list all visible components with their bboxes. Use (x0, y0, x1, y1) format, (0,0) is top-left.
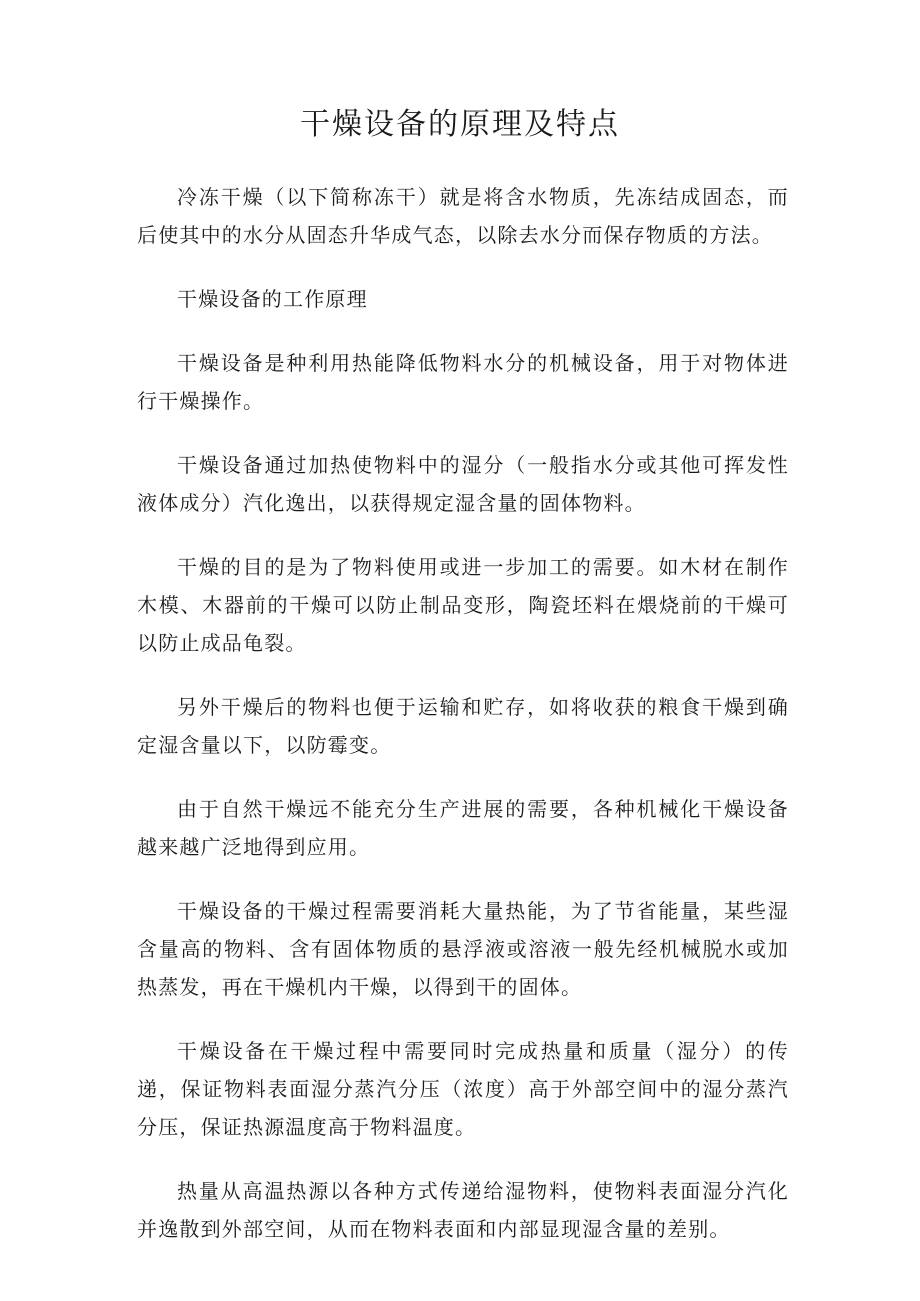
paragraph: 干燥设备在干燥过程中需要同时完成热量和质量（湿分）的传递，保证物料表面湿分蒸汽分压（浓度）高于外部空间中的湿分蒸汽分压，保证热源温度高于物料温度。 (137, 1039, 789, 1139)
paragraph-intro: 冷冻干燥（以下简称冻干）就是将含水物质，先冻结成固态，而后使其中的水分从固态升华成气态，以除去水分而保存物质的方法。 (137, 185, 789, 247)
paragraph: 由于自然干燥远不能充分生产进展的需要，各种机械化干燥设备越来越广泛地得到应用。 (137, 797, 789, 859)
paragraph: 干燥设备是种利用热能降低物料水分的机械设备，用于对物体进行干燥操作。 (137, 351, 789, 413)
paragraph: 干燥设备的干燥过程需要消耗大量热能，为了节省能量，某些湿含量高的物料、含有固体物质的悬浮液或溶液一般先经机械脱水或加热蒸发，再在干燥机内干燥，以得到干的固体。 (137, 899, 789, 999)
section-heading-working-principle: 干燥设备的工作原理 (177, 287, 368, 311)
document-title: 干燥设备的原理及特点 (300, 107, 620, 142)
paragraph: 干燥的目的是为了物料使用或进一步加工的需要。如木材在制作木模、木器前的干燥可以防止制品变形，陶瓷坯料在煨烧前的干燥可以防止成品龟裂。 (137, 555, 789, 655)
paragraph: 另外干燥后的物料也便于运输和贮存，如将收获的粮食干燥到确定湿含量以下，以防霉变。 (137, 695, 789, 757)
paragraph: 干燥设备通过加热使物料中的湿分（一般指水分或其他可挥发性液体成分）汽化逸出，以获得规定湿含量的固体物料。 (137, 453, 789, 515)
paragraph: 热量从高温热源以各种方式传递给湿物料，使物料表面湿分汽化并逸散到外部空间，从而在物料表面和内部显现湿含量的差别。 (137, 1179, 789, 1241)
document-body (137, 178, 789, 1274)
